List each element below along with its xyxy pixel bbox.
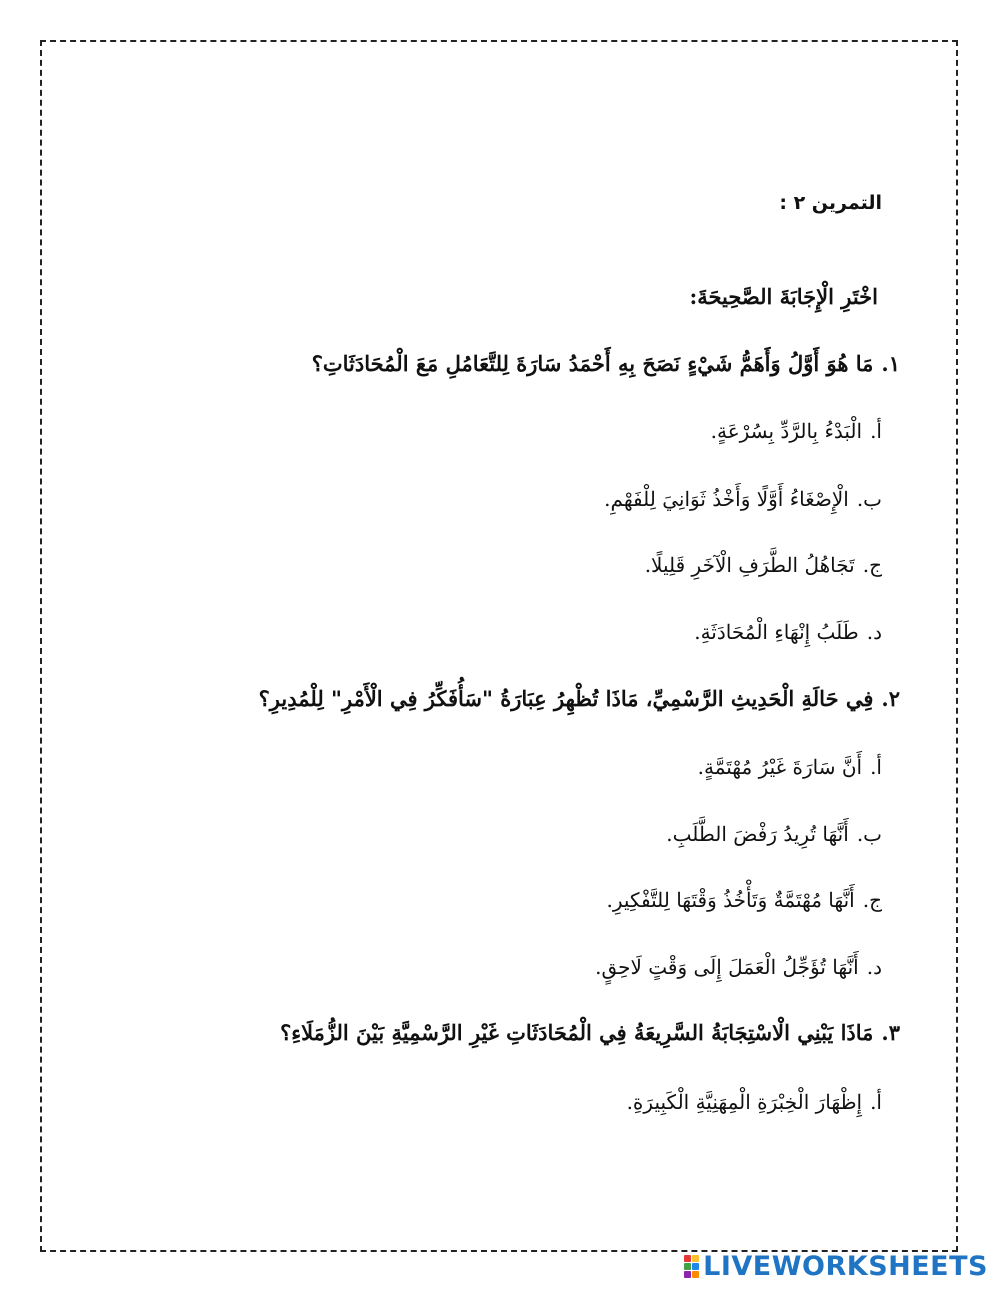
question-1-option-a[interactable]: [711, 419, 882, 443]
question-number: ٢.: [881, 686, 900, 711]
option-letter: ب.: [856, 822, 882, 846]
option-text: أَنَّ سَارَةَ غَيْرُ مُهْتَمَّةٍ.: [697, 755, 863, 779]
brand-wordmark: LIVEWORKSHEETS: [703, 1251, 988, 1282]
option-letter: ج.: [862, 888, 882, 912]
question-1-option-d[interactable]: [694, 620, 882, 644]
option-text: تَجَاهُلُ الطَّرَفِ الْآخَرِ قَلِيلًا.: [644, 553, 855, 577]
instruction: اخْتَرِ الْإِجَابَةَ الصَّحِيحَةَ:: [689, 284, 878, 309]
question-1-option-b[interactable]: [604, 487, 882, 511]
question-number: ١.: [881, 351, 900, 376]
liveworksheets-footer-logo[interactable]: [684, 1251, 988, 1282]
option-letter: ج.: [862, 553, 882, 577]
question-text: فِي حَالَةِ الْحَدِيثِ الرَّسْمِيِّ، مَاذَا تُظْهِرُ عِبَارَةُ "سَأُفَكِّرُ فِي الْأَمْرِ" لِلْمُدِيرِ؟: [258, 686, 874, 711]
question-1: [312, 351, 900, 376]
question-3: [280, 1020, 900, 1045]
question-2: [259, 686, 900, 711]
question-2-option-a[interactable]: [698, 755, 882, 779]
option-text: أَنَّهَا تُؤَجِّلُ الْعَمَلَ إِلَى وَقْتٍ لَاحِقٍ.: [595, 955, 859, 979]
worksheet-frame: [40, 40, 958, 1252]
option-text: أَنَّهَا مُهْتَمَّةٌ وَتَأْخُذُ وَقْتَهَا لِلتَّفْكِيرِ.: [606, 888, 855, 912]
exercise-title: التمرين ٢ :: [779, 192, 882, 214]
option-letter: د.: [866, 955, 882, 979]
question-2-option-d[interactable]: [595, 955, 882, 979]
logo-square: [692, 1263, 699, 1270]
question-1-option-c[interactable]: [645, 553, 882, 577]
logo-square: [684, 1255, 691, 1262]
option-letter: أ.: [870, 755, 882, 779]
question-text: مَاذَا يَبْنِي الْاسْتِجَابَةُ السَّرِيعَةُ فِي الْمُحَادَثَاتِ غَيْرِ الرَّسْمِيَّةِ بَيْنَ الزُّمَلَاءِ؟: [280, 1020, 874, 1045]
question-2-option-c[interactable]: [607, 888, 882, 912]
logo-square: [684, 1271, 691, 1278]
option-text: الْبَدْءُ بِالرَّدِّ بِسُرْعَةٍ.: [710, 419, 863, 443]
question-2-option-b[interactable]: [666, 822, 882, 846]
logo-square: [692, 1255, 699, 1262]
option-letter: أ.: [870, 1090, 882, 1114]
liveworksheets-logo-icon: [684, 1255, 699, 1278]
option-text: أَنَّهَا تُرِيدُ رَفْضَ الطَّلَبِ.: [666, 822, 849, 846]
option-text: إِظْهَارَ الْخِبْرَةِ الْمِهَنِيَّةِ الْكَبِيرَةِ.: [626, 1090, 863, 1114]
question-3-option-a[interactable]: [627, 1090, 882, 1114]
option-letter: د.: [866, 620, 882, 644]
logo-square: [684, 1263, 691, 1270]
option-text: الْإِصْغَاءُ أَوَّلًا وَأَخْذُ ثَوَانِيَ لِلْفَهْمِ.: [604, 487, 849, 511]
logo-square: [692, 1271, 699, 1278]
option-letter: أ.: [870, 419, 882, 443]
question-number: ٣.: [881, 1020, 900, 1045]
question-text: مَا هُوَ أَوَّلُ وَأَهَمُّ شَيْءٍ نَصَحَ بِهِ أَحْمَدُ سَارَةَ لِلتَّعَامُلِ مَعَ الْمُحَادَثَاتِ؟: [311, 351, 874, 376]
option-text: طَلَبُ إِنْهَاءِ الْمُحَادَثَةِ.: [694, 620, 859, 644]
option-letter: ب.: [856, 487, 882, 511]
